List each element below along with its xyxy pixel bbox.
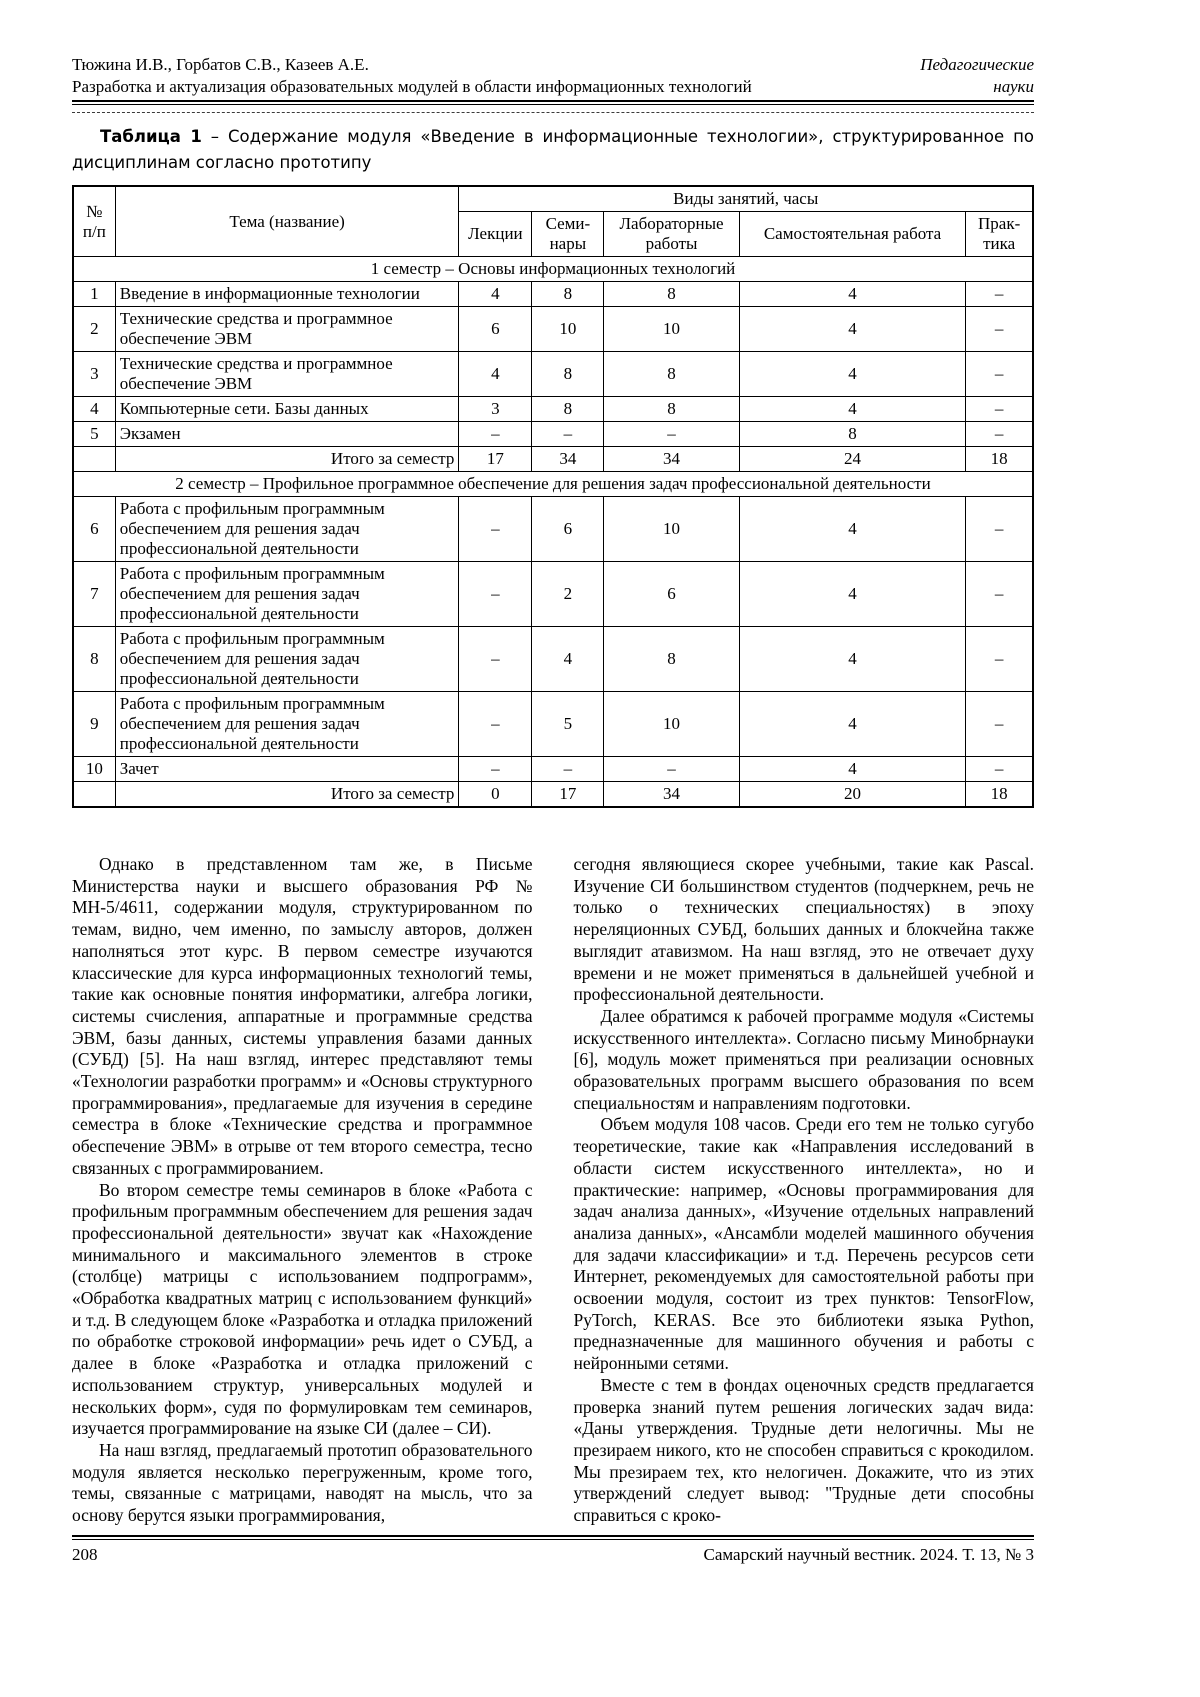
row-number: 6 [73, 497, 115, 562]
topic-title: Технические средства и программное обеспечение ЭВМ [115, 307, 459, 352]
header-section-line2: науки [993, 77, 1034, 96]
topic-title: Работа с профильным программным обеспечением для решения задач профессиональной деятельности [115, 497, 459, 562]
hours-value: 4 [739, 757, 966, 782]
table-row [73, 282, 1033, 307]
row-number-empty [73, 782, 115, 808]
hours-value: 4 [739, 497, 966, 562]
hours-value: 8 [604, 397, 739, 422]
running-head [72, 54, 1034, 98]
hours-value: – [459, 757, 532, 782]
paragraph: сегодня являющиеся скорее учебными, такие как Pascal. Изучение СИ большинством студентов (подчеркнем, речь не только о технических специальностях) в эпоху нереляционных СУБД, больших данных и блокчейна также выглядит атавизмом. На наш взгляд, это не отвечает духу времени и не может применяться в дальнейшей учебной и профессиональной деятельности. [573, 854, 1034, 1005]
table-caption-label: Таблица 1 [100, 127, 202, 146]
hours-value: – [459, 422, 532, 447]
hours-value: 18 [966, 447, 1033, 472]
row-number: 3 [73, 352, 115, 397]
hours-value: – [459, 692, 532, 757]
hours-value: 4 [739, 627, 966, 692]
col-header-lectures: Лекции [459, 212, 532, 257]
journal-reference: Самарский научный вестник. 2024. Т. 13, № 3 [703, 1544, 1034, 1564]
col-header-labs: Лабораторные работы [604, 212, 739, 257]
hours-value: 4 [739, 692, 966, 757]
hours-value: 4 [459, 282, 532, 307]
row-number: 2 [73, 307, 115, 352]
hours-value: 34 [532, 447, 604, 472]
hours-value: 10 [604, 307, 739, 352]
table-row [73, 307, 1033, 352]
paragraph: Однако в представленном там же, в Письме Министерства науки и высшего образования РФ № МН-5/4611, содержании модуля, структурированном по темам, видно, чем именно, по замыслу авторов, должен наполняться этот курс. В первом семестре изучаются классические для курса информационных технологий темы, такие как основные понятия информатики, алгебра логики, системы счисления, аппаратные и программные средства ЭВМ, базы данных, системы управления базами данных (СУБД) [5]. На наш взгляд, интерес представляют темы «Технологии разработки программ» и «Основы структурного программирования», предлагаемые для изучения в середине семестра в блоке «Технические средства и программное обеспечение ЭВМ» в отрыве от тем второго семестра, тесно связанных с программированием. [72, 854, 533, 1178]
col-header-topic: Тема (название) [115, 186, 459, 257]
hours-value: 8 [604, 627, 739, 692]
table-row [73, 352, 1033, 397]
semester-section-label: 2 семестр – Профильное программное обеспечение для решения задач профессиональной деятельности [73, 472, 1033, 497]
row-number: 5 [73, 422, 115, 447]
hours-value: 5 [532, 692, 604, 757]
hours-value: 8 [604, 282, 739, 307]
table-section-row [73, 472, 1033, 497]
header-article-title: Разработка и актуализация образовательных модулей в области информационных технологий [72, 77, 752, 96]
hours-value: – [966, 757, 1033, 782]
hours-value: – [966, 422, 1033, 447]
row-number: 1 [73, 282, 115, 307]
page-number: 208 [72, 1544, 98, 1564]
row-number-empty [73, 447, 115, 472]
hours-value: – [459, 627, 532, 692]
running-head-left [72, 54, 752, 98]
hours-value: 34 [604, 447, 739, 472]
table-row [73, 497, 1033, 562]
hours-value: 8 [532, 397, 604, 422]
topic-title: Компьютерные сети. Базы данных [115, 397, 459, 422]
hours-value: 4 [739, 397, 966, 422]
topic-title: Технические средства и программное обеспечение ЭВМ [115, 352, 459, 397]
hours-value: – [966, 497, 1033, 562]
table-row [73, 692, 1033, 757]
row-number: 7 [73, 562, 115, 627]
hours-value: 4 [459, 352, 532, 397]
topic-title: Введение в информационные технологии [115, 282, 459, 307]
hours-value: 20 [739, 782, 966, 808]
hours-value: 10 [604, 497, 739, 562]
hours-value: 8 [532, 352, 604, 397]
hours-value: – [966, 352, 1033, 397]
paragraph: Далее обратимся к рабочей программе модуля «Системы искусственного интеллекта». Согласно письму Минобрнауки [6], модуль может применяться при реализации основных образовательных программ высшего образования по всем специальностям и направлениям подготовки. [573, 1005, 1034, 1113]
col-header-practice: Прак-тика [966, 212, 1033, 257]
table-header-row-1 [73, 186, 1033, 212]
topic-title: Экзамен [115, 422, 459, 447]
text-column-right [574, 854, 1035, 1527]
header-rule [72, 100, 1034, 105]
hours-value: 4 [739, 562, 966, 627]
hours-value: 8 [604, 352, 739, 397]
total-label: Итого за семестр [115, 447, 459, 472]
table-caption-text: – Содержание модуля «Введение в информационные технологии», структурированное по дисциплинам согласно прототипу [72, 127, 1034, 172]
table-caption [72, 124, 1034, 176]
row-number: 4 [73, 397, 115, 422]
journal-page [72, 0, 1034, 1567]
hours-value: – [966, 397, 1033, 422]
header-section-line1: Педагогические [920, 55, 1034, 74]
table-row [73, 397, 1033, 422]
total-label: Итого за семестр [115, 782, 459, 808]
page-footer [72, 1543, 1034, 1567]
col-header-number: № п/п [73, 186, 115, 257]
table-total-row [73, 447, 1033, 472]
topic-title: Работа с профильным программным обеспечением для решения задач профессиональной деятельности [115, 562, 459, 627]
hours-value: 4 [739, 352, 966, 397]
topic-title: Работа с профильным программным обеспечением для решения задач профессиональной деятельности [115, 627, 459, 692]
hours-value: – [966, 562, 1033, 627]
text-column-left [72, 854, 533, 1527]
hours-value: 6 [604, 562, 739, 627]
hours-value: – [532, 422, 604, 447]
hours-value: 34 [604, 782, 739, 808]
hours-value: 6 [459, 307, 532, 352]
hours-value: – [966, 627, 1033, 692]
hours-value: 10 [604, 692, 739, 757]
table-row [73, 627, 1033, 692]
hours-value: 3 [459, 397, 532, 422]
col-header-seminars: Семи-нары [532, 212, 604, 257]
table-row [73, 562, 1033, 627]
dashed-separator [72, 112, 1034, 113]
hours-value: – [604, 422, 739, 447]
footer-rule [72, 1535, 1034, 1540]
hours-value: – [966, 282, 1033, 307]
paragraph: На наш взгляд, предлагаемый прототип образовательного модуля является несколько перегруженным, кроме того, темы, связанные с матрицами, наводят на мысль, что за основу берутся языки программирования, [72, 1439, 533, 1526]
module-content-table [72, 185, 1034, 808]
hours-value: 4 [532, 627, 604, 692]
hours-value: – [604, 757, 739, 782]
hours-value: 18 [966, 782, 1033, 808]
hours-value: 6 [532, 497, 604, 562]
hours-value: 24 [739, 447, 966, 472]
hours-value: – [532, 757, 604, 782]
hours-value: 10 [532, 307, 604, 352]
hours-value: – [459, 562, 532, 627]
hours-value: – [966, 692, 1033, 757]
semester-section-label: 1 семестр – Основы информационных технологий [73, 257, 1033, 282]
hours-value: 4 [739, 282, 966, 307]
table-total-row [73, 782, 1033, 808]
hours-value: – [966, 307, 1033, 352]
hours-value: – [459, 497, 532, 562]
col-header-self-study: Самостоятельная работа [739, 212, 966, 257]
topic-title: Зачет [115, 757, 459, 782]
topic-title: Работа с профильным программным обеспечением для решения задач профессиональной деятельности [115, 692, 459, 757]
body-text [72, 854, 1034, 1527]
hours-value: 8 [532, 282, 604, 307]
hours-value: 17 [532, 782, 604, 808]
paragraph: Во втором семестре темы семинаров в блоке «Работа с профильным программным обеспечением для решения задач профессиональной деятельности» звучат как «Нахождение минимального и максимального элементов в строке (столбце) матрицы с использованием подпрограмм», «Обработка квадратных матриц с использованием функций» и т.д. В следующем блоке «Разработка и отладка приложений по обработке строковой информации» речь идет о СУБД, а далее в блоке «Разработка и отладка приложений с использованием структур, универсальных модулей и нескольких форм», судя по формулировкам тем семинаров, изучается программирование на языке СИ (далее – СИ). [72, 1179, 533, 1439]
hours-value: 4 [739, 307, 966, 352]
paragraph: Вместе с тем в фондах оценочных средств предлагается проверка знаний путем решения логических задач вида: «Даны утверждения. Трудные дети нелогичны. Мы не презираем никого, кто не способен справиться с крокодилом. Мы презираем тех, кто нелогичен. Докажите, что из этих утверждений следует вывод: "Трудные дети способны справиться с кроко- [573, 1374, 1034, 1526]
col-header-group: Виды занятий, часы [459, 186, 1033, 212]
row-number: 8 [73, 627, 115, 692]
table-section-row [73, 257, 1033, 282]
running-head-right [920, 54, 1034, 98]
hours-value: 17 [459, 447, 532, 472]
hours-value: 0 [459, 782, 532, 808]
hours-value: 8 [739, 422, 966, 447]
row-number: 10 [73, 757, 115, 782]
hours-value: 2 [532, 562, 604, 627]
paragraph: Объем модуля 108 часов. Среди его тем не только сугубо теоретические, такие как «Направления исследований в области систем искусственного интеллекта», но и практические: например, «Основы программирования для задач анализа данных», «Изучение отдельных направлений анализа данных», «Ансамбли моделей машинного обучения для задачи классификации» и т.д. Перечень ресурсов сети Интернет, рекомендуемых для самостоятельной работы при освоении модуля, состоит из трех пунктов: TensorFlow, PyTorch, KERAS. Все это библиотеки языка Python, предназначенные для машинного обучения и работы с нейронными сетями. [573, 1114, 1034, 1374]
table-row [73, 422, 1033, 447]
row-number: 9 [73, 692, 115, 757]
header-authors: Тюжина И.В., Горбатов С.В., Казеев А.Е. [72, 55, 369, 74]
table-row [73, 757, 1033, 782]
